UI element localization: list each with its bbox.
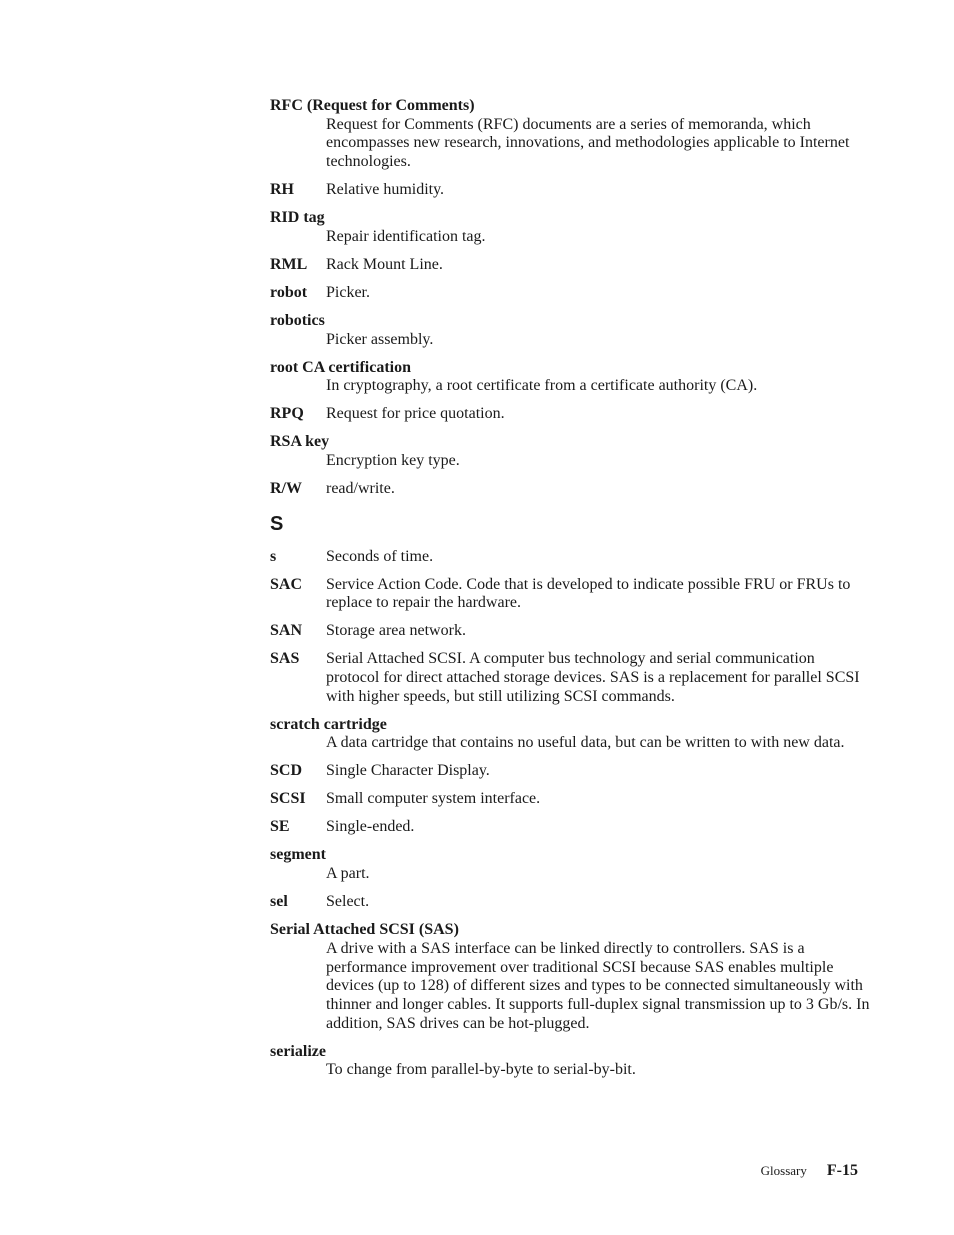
glossary-definition: Request for price quotation. xyxy=(326,405,505,423)
glossary-entry xyxy=(270,97,870,172)
glossary-definition: Service Action Code. Code that is developed to indicate possible FRU or FRUs to replace to repair the hardware. xyxy=(326,575,851,612)
glossary-term: SAN xyxy=(270,622,303,640)
glossary-definition: Request for Comments (RFC) documents are a series of memoranda, which encompasses new research, innovations, and methodologies applicable to Internet technologies. xyxy=(326,115,850,171)
glossary-term: scratch cartridge xyxy=(270,715,387,733)
glossary-definition: Encryption key type. xyxy=(326,451,460,469)
glossary-entry xyxy=(270,209,870,246)
glossary-definition: A drive with a SAS interface can be linked directly to controllers. SAS is a performance improvement over traditional SCSI because SAS enables multiple devices (up to 128) of different sizes and types to be connected simultaneously with thinner and longer cables. It supports full-duplex signal transmission up to 3 Gb/s. In addition, SAS drives can be hot-plugged. xyxy=(326,939,870,1032)
glossary-term: SE xyxy=(270,818,290,836)
glossary-entry xyxy=(270,181,870,200)
glossary-entry xyxy=(270,548,870,567)
glossary-entry xyxy=(270,818,870,837)
glossary-entry xyxy=(270,576,870,613)
glossary-entry xyxy=(270,480,870,499)
glossary-definition: Storage area network. xyxy=(326,622,466,640)
glossary-entry xyxy=(270,921,870,1033)
page-number: F-15 xyxy=(826,1162,858,1179)
glossary-definition: Relative humidity. xyxy=(326,181,445,199)
glossary-definition: Select. xyxy=(326,893,370,911)
glossary-definition: Small computer system interface. xyxy=(326,790,541,808)
glossary-entry xyxy=(270,359,870,396)
section-heading-s: S xyxy=(270,512,284,535)
glossary-definition: To change from parallel-by-byte to serial-by-bit. xyxy=(326,1061,636,1079)
glossary-term: RFC (Request for Comments) xyxy=(270,97,475,114)
glossary-definition: Repair identification tag. xyxy=(326,227,486,245)
glossary-entry xyxy=(270,846,870,883)
glossary-entry xyxy=(270,650,870,706)
glossary-entry xyxy=(270,433,870,470)
glossary-entry xyxy=(270,256,870,275)
glossary-term: segment xyxy=(270,846,326,864)
glossary-term: SCD xyxy=(270,762,303,780)
glossary-definition: A part. xyxy=(326,865,370,883)
glossary-definition: Serial Attached SCSI. A computer bus technology and serial communication protocol for direct attached storage devices. SAS is a replacement for parallel SCSI with higher speeds, but still utilizing SCSI commands. xyxy=(326,650,860,705)
glossary-term: robot xyxy=(270,283,308,301)
glossary-term: RSA key xyxy=(270,433,330,451)
glossary-term: SAS xyxy=(270,650,300,668)
glossary-term: SAC xyxy=(270,575,303,593)
glossary-entry xyxy=(270,893,870,912)
glossary-term: R/W xyxy=(270,479,302,497)
page-footer xyxy=(761,1162,858,1180)
glossary-definition: read/write. xyxy=(326,479,395,497)
glossary-term: SCSI xyxy=(270,790,306,808)
glossary-term: sel xyxy=(270,893,288,911)
glossary-entry xyxy=(270,716,870,753)
glossary-term: s xyxy=(270,547,277,565)
footer-label: Glossary xyxy=(760,1163,807,1178)
glossary xyxy=(270,97,870,1089)
glossary-term: RH xyxy=(270,181,294,199)
glossary-entry xyxy=(270,284,870,303)
glossary-definition: In cryptography, a root certificate from a certificate authority (CA). xyxy=(326,377,758,395)
glossary-entry xyxy=(270,312,870,349)
glossary-list-s xyxy=(270,548,870,1080)
glossary-term: Serial Attached SCSI (SAS) xyxy=(270,921,459,939)
glossary-definition: Seconds of time. xyxy=(326,547,434,565)
glossary-entry xyxy=(270,762,870,781)
glossary-term: serialize xyxy=(270,1042,326,1060)
glossary-term: root CA certification xyxy=(270,358,411,376)
glossary-definition: Picker. xyxy=(326,283,370,301)
glossary-definition: Picker assembly. xyxy=(326,330,434,348)
glossary-definition: Rack Mount Line. xyxy=(326,255,443,273)
glossary-entry xyxy=(270,405,870,424)
glossary-list-r xyxy=(270,97,870,499)
glossary-definition: A data cartridge that contains no useful data, but can be written to with new data. xyxy=(326,734,845,752)
glossary-term: RID tag xyxy=(270,209,325,227)
glossary-entry xyxy=(270,622,870,641)
glossary-term: RML xyxy=(270,255,308,273)
glossary-entry xyxy=(270,790,870,809)
glossary-definition: Single-ended. xyxy=(326,818,415,836)
glossary-term: RPQ xyxy=(270,405,304,423)
glossary-definition: Single Character Display. xyxy=(326,762,490,780)
glossary-term: robotics xyxy=(270,311,325,329)
glossary-entry xyxy=(270,1043,870,1080)
